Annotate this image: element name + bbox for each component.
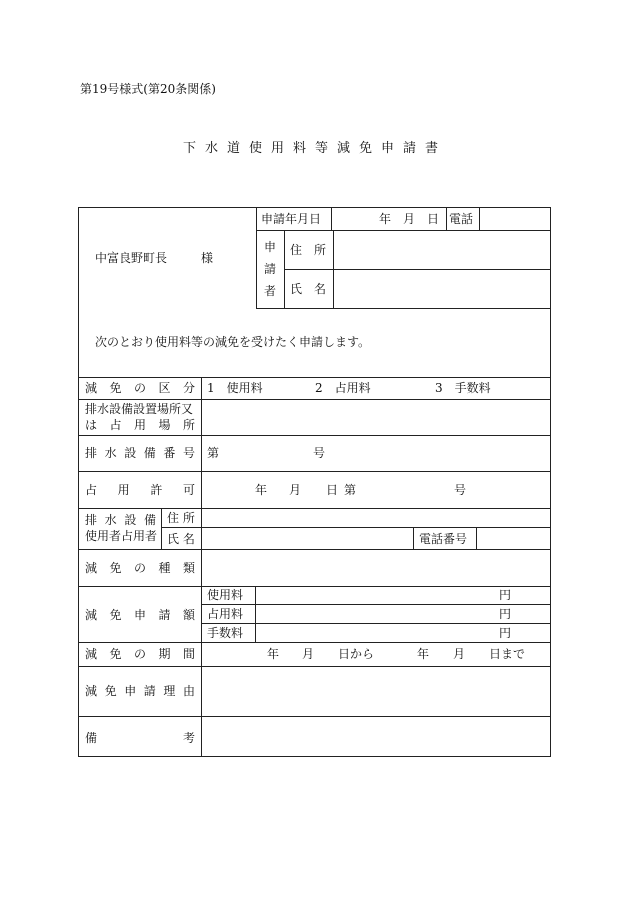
amount-unit: 円 [499,626,512,640]
remarks-label-char: 備 [85,731,98,745]
user-label-char: 排 [85,513,98,527]
equipment-number-label-char: 排 [85,446,98,460]
permit-number-prefix: 第 [344,483,357,497]
remarks-field[interactable] [203,718,549,756]
addressee-honorific: 様 [201,251,214,265]
amount-unit: 円 [499,588,512,602]
category-option-occupancy-fee[interactable]: 2 占用料 [315,381,371,395]
period-from-year: 年 [267,647,280,661]
occupancy-permit-label-char: 可 [182,483,195,497]
document-title: 下水道使用料等減免申請書 [182,141,447,156]
period-from-month: 月 [302,647,315,661]
amount-occupancy-fee-field[interactable] [257,606,495,622]
period-from-day: 日から [338,647,375,661]
user-phone-field[interactable] [478,529,549,548]
category-option-handling-fee[interactable]: 3 手数料 [435,381,491,395]
permit-month-label: 月 [289,483,302,497]
reason-label-char: 申 [124,684,137,698]
reason-label [85,684,195,698]
category-label-char: 区 [158,381,171,395]
permit-day-label: 日 [326,483,339,497]
phone-field[interactable] [480,209,551,230]
amount-unit: 円 [499,607,512,621]
location-label-line1: 排水設備設置場所又 [85,402,194,416]
remarks-label-char: 考 [182,731,195,745]
applicant-address-field[interactable] [335,232,549,268]
applicant-label-char: 者 [263,284,276,298]
applicant-name-field[interactable] [335,271,549,307]
amount-item-handling-fee: 手数料 [207,626,244,640]
user-address-label: 住 所 [167,511,195,525]
period-to-month: 月 [453,647,466,661]
reason-label-char: 免 [104,684,117,698]
equipment-number-suffix: 号 [313,446,326,460]
amount-label-char: 申 [133,608,146,622]
category-label-char: 減 [85,381,98,395]
user-phone-label: 電話番号 [419,532,468,546]
reduction-type-label-char: の [133,561,146,575]
applicant-address-label: 住 所 [290,243,327,257]
form-number: 第19号様式(第20条関係) [80,82,216,96]
user-label-char: 設 [124,513,137,527]
category-label [85,381,195,395]
equipment-number-label-char: 水 [104,446,117,460]
location-label-char: は [85,418,98,432]
application-form-table [78,207,551,757]
category-label-char: 免 [109,381,122,395]
amount-usage-fee-field[interactable] [257,588,495,603]
period-to-year: 年 [417,647,430,661]
applicant-label-char: 申 [263,240,276,254]
occupancy-permit-label-char: 許 [150,483,163,497]
reason-label-char: 減 [85,684,98,698]
user-label-char: 備 [143,513,156,527]
equipment-number-label-char: 番 [163,446,176,460]
amount-label-char: 減 [85,608,98,622]
reduction-type-field[interactable] [203,551,549,584]
category-option-usage-fee[interactable]: 1 使用料 [207,381,263,395]
equipment-number-label-char: 備 [143,446,156,460]
reduction-type-label-char: 免 [109,561,122,575]
phone-label: 電話 [449,212,474,226]
category-label-char: の [133,381,146,395]
occupancy-permit-label-char: 占 [85,483,98,497]
reason-label-char: 由 [182,684,195,698]
amount-label-char: 免 [109,608,122,622]
reduction-type-label [85,561,195,575]
remarks-label [85,731,195,745]
location-field[interactable] [203,401,549,433]
category-label-char: 分 [182,381,195,395]
equipment-number-label-char: 設 [124,446,137,460]
user-label-char: 水 [104,513,117,527]
amount-item-occupancy-fee: 占用料 [207,607,244,621]
amount-label-char: 請 [158,608,171,622]
reason-label-char: 理 [163,684,176,698]
period-label-char: 免 [109,647,122,661]
equipment-number-field[interactable] [224,438,309,466]
period-label-char: 間 [182,647,195,661]
amount-item-usage-fee: 使用料 [207,588,244,602]
period-label-char: の [133,647,146,661]
equipment-number-label-char: 号 [182,446,195,460]
user-address-field[interactable] [203,510,549,526]
amount-handling-fee-field[interactable] [257,625,495,641]
reduction-type-label-char: 種 [158,561,171,575]
permit-number-suffix: 号 [454,483,467,497]
amount-label-char: 額 [182,608,195,622]
location-label-char: 場 [158,418,171,432]
period-label [85,647,195,661]
permit-year-label: 年 [255,483,268,497]
equipment-number-prefix: 第 [207,446,220,460]
user-label-line1 [85,513,156,527]
request-statement: 次のとおり使用料等の減免を受けたく申請します。 [95,335,371,349]
period-label-char: 減 [85,647,98,661]
location-label-char: 用 [133,418,146,432]
location-label-line2 [85,418,195,432]
occupancy-permit-label [85,483,195,497]
applicant-label-char: 請 [263,262,276,276]
applicant-name-label: 氏 名 [290,282,327,296]
location-label-char: 占 [109,418,122,432]
reason-field[interactable] [203,668,549,714]
reason-label-char: 請 [143,684,156,698]
equipment-number-label [85,446,195,460]
period-label-char: 期 [158,647,171,661]
user-name-label: 氏 名 [167,532,195,546]
period-to-day: 日まで [489,647,526,661]
application-date-label: 申請年月日 [261,212,322,226]
addressee: 中富良野町長 [95,251,168,265]
user-label-line2: 使用者占用者 [85,529,158,543]
application-date-field[interactable]: 年 月 日 [379,212,440,226]
amount-label [85,608,195,622]
reduction-type-label-char: 減 [85,561,98,575]
reduction-type-label-char: 類 [182,561,195,575]
user-name-field[interactable] [203,529,411,548]
occupancy-permit-label-char: 用 [117,483,130,497]
location-label-char: 所 [182,418,195,432]
